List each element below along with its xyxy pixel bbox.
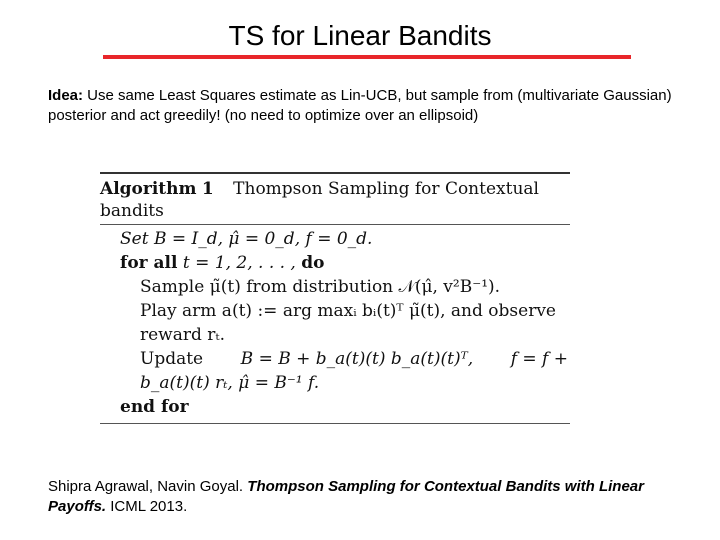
reference-citation <box>48 477 688 517</box>
algorithm-caption-line1: Thompson Sampling for Contextual <box>233 179 539 199</box>
algo-line-end: end for <box>120 397 189 417</box>
algorithm-caption-line2: bandits <box>100 201 164 221</box>
algorithm-number: 1 <box>201 179 214 199</box>
idea-label: Idea: <box>48 87 84 104</box>
algo-loop-expression: t = 1, 2, . . . , <box>182 253 296 273</box>
algorithm-box <box>100 172 570 424</box>
algo-line-loop <box>100 251 570 275</box>
idea-paragraph <box>48 86 688 126</box>
reference-title: Thompson Sampling for Contextual Bandits with Linear Payoffs. <box>48 478 644 515</box>
algo-update-keyword: Update <box>140 349 204 369</box>
algorithm-caption <box>100 174 570 224</box>
algo-line-set: Set B = I_d, μ̂ = 0_d, f = 0_d. <box>120 229 373 249</box>
algorithm-label: Algorithm <box>100 179 197 199</box>
algorithm-body <box>100 225 570 423</box>
algo-line-sample: Sample μ̃(t) from distribution 𝒩(μ̂, v²B⁻¹). <box>140 277 501 297</box>
algo-update-b: B = B + b_a(t)(t) b_a(t)(t)ᵀ, <box>240 349 474 369</box>
title-underline <box>103 55 631 59</box>
slide-title: TS for Linear Bandits <box>228 20 492 51</box>
algorithm-bottom-rule <box>100 423 570 424</box>
algo-line-update-cont: b_a(t)(t) rₜ, μ̂ = B⁻¹ f. <box>140 373 320 393</box>
reference-authors: Shipra Agrawal, Navin Goyal. <box>48 478 244 495</box>
algo-line-reward: reward rₜ. <box>140 325 226 345</box>
algo-for-keyword: for all <box>120 253 178 273</box>
algo-update-f: f = f + <box>510 349 568 369</box>
algo-line-update <box>100 347 570 371</box>
reference-venue: ICML 2013. <box>110 498 188 515</box>
idea-text: Use same Least Squares estimate as Lin-UCB, but sample from (multivariate Gaussian) posterior and act greedily! (no need to optimize over an ellipsoid) <box>48 87 672 124</box>
algo-line-play: Play arm a(t) := arg maxᵢ bᵢ(t)ᵀ μ̃(t), and observe <box>140 301 556 321</box>
algo-do-keyword: do <box>301 253 325 273</box>
